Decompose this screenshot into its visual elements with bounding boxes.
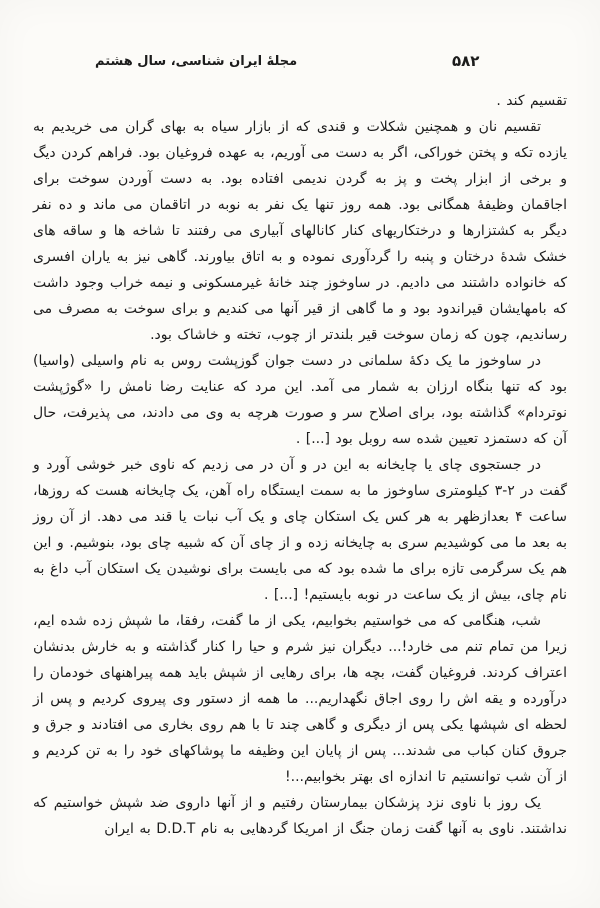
journal-title: مجلهٔ ایران شناسی، سال هشتم <box>95 54 298 69</box>
running-head <box>0 52 600 76</box>
paragraph-rations: تقسیم نان و همچنین شکلات و قندی که از بازار سیاه به بهای گران می خریدیم به یازده تکه و پختن خوراکی، اگر به دست می آوریم، به عهده فروغیان بود. فراهم کردن دیگ و برخی از ابزار پخت و پز به گردن ندیمی افتاده بود. به دست آوردن سوخت برای اجاقمان وظیفهٔ همگانی بود. همه روز تنها یک نفر به نوبه در اتاقمان می ماند و ده نفر دیگر به کشتزارها و درختکاریهای کنار کانالهای آبیاری می رفتند تا شاخه ها و ساقه های خشک شدهٔ درختان و پنبه را گردآوری نموده و به اتاق بیاورند. گاهی نیز به یاران افسری که خانواده داشتند می دادیم. در ساوخوز چند خانهٔ غیرمسکونی و نیمه خراب وجود داشت که بامهایشان قیراندود بود و ما گاهی از قیر آنها می کندیم و برای سوخت به مصرف می رساندیم، چون که زمان سوخت قیر بلندتر از چوب، تخته و خاشاک بود. <box>33 119 567 343</box>
page-number: ۵۸۲ <box>452 52 480 70</box>
page-body <box>33 88 567 842</box>
paragraph-continuation: تقسیم کند . <box>496 93 567 109</box>
paragraph-barber: در ساوخوز ما یک دکهٔ سلمانی در دست جوان گوزپشت روس به نام واسیلی (واسیا) بود که تنها بنگاه ارزان به شمار می آمد. این مرد که عنایت رضا نامش را «گوژپشت نوتردام» گذاشته بود، برای اصلاح سر و صورت هرچه به وی می دادند، می پذیرفت، حال آن که دستمزد تعیین شده سه روبل بود [...] . <box>33 353 567 447</box>
paragraph-lice-night: شب، هنگامی که می خواستیم بخوابیم، یکی از ما گفت، رفقا، ما شپش زده شده ایم، زیرا من تمام تنم می خارد!... دیگران نیز شرم و حیا را کنار گذاشته و به خارش بدنشان اعتراف کردند. فروغیان گفت، بچه ها، برای رهایی از شپش باید همه پیراهنهای خودمان را درآورده و یقه اش را روی اجاق نگهداریم... ما همه از دستور وی پیروی کردیم و پس از لحظه ای شپشها یکی پس از دیگری و گاهی چند تا با هم روی بخاری می افتادند و جرق و جروق کنان کباب می شدند... پس از پایان این وظیفه ما پوشاکهای خود را به تن کردیم و از آن شب توانستیم تا اندازه ای بهتر بخوابیم...! <box>33 613 567 785</box>
paragraph-teahouse: در جستجوی چای یا چایخانه به این در و آن در می زدیم که ناوی خبر خوشی آورد و گفت در ۲-۳ کیلومتری ساوخوز ما به سمت ایستگاه راه آهن، یک چایخانه هست که روزها، ساعت ۴ بعدازظهر به هر کس یک استکان چای و یک آب نبات یا قند می دهد. از آن روز به بعد ما می کوشیدیم سری به چایخانه زده و از چای آن که شبیه چای بود، بنوشیم. و این هم یک سرگرمی تازه برای ما شده بود که می بایست برای نوشیدن یک استکان آب داغ به نام چای، بیش از یک ساعت در نوبه بایستیم! [...] . <box>33 457 568 603</box>
paragraph-hospital-ddt: یک روز با ناوی نزد پزشکان بیمارستان رفتیم و از آنها داروی ضد شپش خواستیم که نداشتند. ناوی به آنها گفت زمان جنگ از امریکا گردهایی به نام D.D.T به ایران <box>33 795 567 837</box>
